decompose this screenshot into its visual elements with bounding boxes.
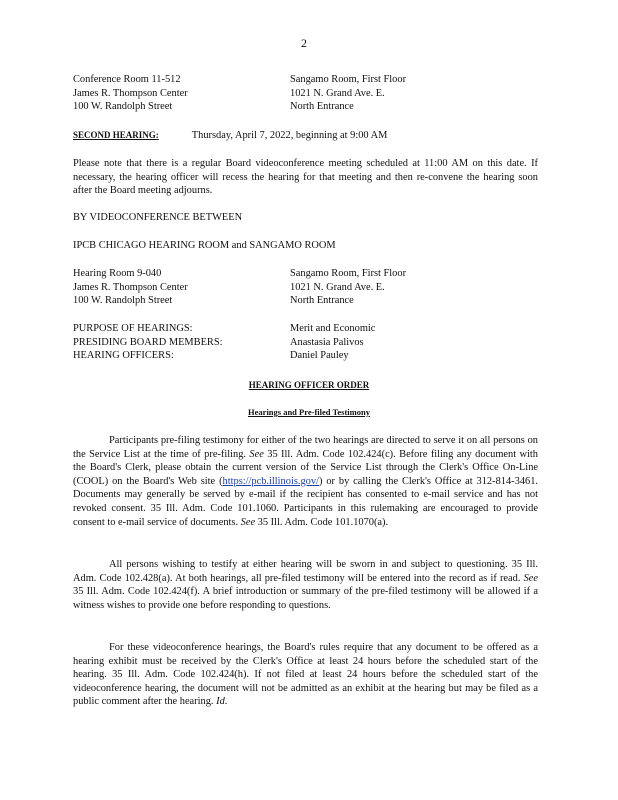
address-line: Hearing Room 9-040 bbox=[73, 268, 162, 279]
para-text: 35 Ill. Adm. Code 102.424(c). Before filing any document with the Board's Clerk, please obtain the current version of the Service List through the Clerk's Office On-Line (COOL) on the Board's Web site ( bbox=[73, 448, 538, 487]
para-text: All persons wishing to testify at either hearing will be sworn in and subject to questioning. 35 Ill. Adm. Code 102.428(a). At both hearings, all pre-filed testimony will be entered into the record as if read. bbox=[73, 559, 538, 584]
note-paragraph: Please note that there is a regular Board videoconference meeting scheduled at 11:00 AM on this date. If necessary, the hearing officer will recess the hearing for that meeting and then re-convene the hearing soon after the Board meeting adjourns. bbox=[73, 158, 538, 197]
order-title: HEARING OFFICER ORDER bbox=[248, 380, 370, 390]
address-line: 100 W. Randolph Street bbox=[73, 101, 173, 113]
meta-values bbox=[290, 322, 375, 363]
location2-right bbox=[290, 267, 406, 308]
meta-label: PURPOSE OF HEARINGS: bbox=[73, 323, 193, 334]
meta-value: Daniel Pauley bbox=[290, 350, 349, 362]
meta-labels bbox=[73, 322, 223, 363]
exhibit-paragraph bbox=[73, 641, 538, 709]
board-website-link[interactable]: https://pcb.illinois.gov/ bbox=[222, 475, 319, 487]
address-line: 100 W. Randolph Street bbox=[73, 295, 173, 307]
testimony-paragraph bbox=[73, 558, 538, 612]
address-line: 1021 N. Grand Ave. E. bbox=[290, 87, 385, 99]
by-videoconference: BY VIDEOCONFERENCE BETWEEN bbox=[73, 212, 243, 223]
address-line: James R. Thompson Center bbox=[73, 87, 188, 99]
address-line: James R. Thompson Center bbox=[73, 281, 188, 293]
prefiling-paragraph bbox=[73, 434, 538, 529]
location1-left bbox=[73, 73, 188, 114]
citation-signal: See bbox=[240, 516, 256, 528]
meta-label: PRESIDING BOARD MEMBERS: bbox=[73, 336, 223, 348]
location2-left bbox=[73, 267, 188, 308]
address-line: North Entrance bbox=[290, 101, 354, 113]
para-text: 35 Ill. Adm. Code 102.424(f). A brief introduction or summary of the pre-filed testimony will be allowed if a witness wishes to provide one before responding to questions. bbox=[73, 586, 538, 611]
second-hearing-row bbox=[73, 129, 387, 143]
citation-signal: Id bbox=[216, 696, 225, 708]
para-text: For these videoconference hearings, the Board's rules require that any document to be offered as a hearing exhibit must be received by the Clerk's Office at least 24 hours before the scheduled start of the hearing. 35 Ill. Adm. Code 102.424(h). If not filed at least 24 hours before the scheduled start of the videoconference hearing, the document will not be admitted as an exhibit at the hearing but may be filed as a public comment after the hearing. bbox=[73, 642, 538, 708]
address-line: Sangamo Room, First Floor bbox=[290, 74, 407, 85]
meta-value: Anastasia Palivos bbox=[290, 336, 364, 348]
second-hearing-when: Thursday, April 7, 2022, beginning at 9:00 AM bbox=[191, 130, 388, 141]
citation-signal: See bbox=[523, 572, 538, 584]
para-text: ) or by calling the Clerk's Office at 312-814-3461. Documents may generally be served by e-mail if the recipient has consented to e-mail service and has not revoked consent. 35 Ill. Adm. Code 101.1060. Participants in this rulemaking are encouraged to provide consent to e-mail service of documents. bbox=[73, 475, 538, 528]
para-text: . bbox=[224, 696, 228, 708]
rooms-line: IPCB CHICAGO HEARING ROOM and SANGAMO ROOM bbox=[73, 240, 336, 251]
para-text: 35 Ill. Adm. Code 101.1070(a). bbox=[255, 516, 389, 528]
address-line: Conference Room 11-512 bbox=[73, 74, 181, 85]
citation-signal: See bbox=[249, 448, 264, 460]
order-subtitle: Hearings and Pre-filed Testimony bbox=[248, 407, 370, 417]
address-line: Sangamo Room, First Floor bbox=[290, 268, 407, 279]
address-line: 1021 N. Grand Ave. E. bbox=[290, 281, 385, 293]
page-number: 2 bbox=[301, 36, 307, 50]
address-line: North Entrance bbox=[290, 295, 354, 307]
meta-value: Merit and Economic bbox=[290, 323, 376, 334]
second-hearing-label: SECOND HEARING: bbox=[73, 130, 159, 140]
order-subtitle-wrap bbox=[0, 406, 618, 420]
location1-right bbox=[290, 73, 406, 114]
meta-label: HEARING OFFICERS: bbox=[73, 350, 174, 362]
order-title-wrap bbox=[0, 379, 618, 393]
para-text: Participants pre-filing testimony for either of the two hearings are directed to serve it on all persons on the Service List at the time of pre-filing. bbox=[73, 435, 538, 460]
